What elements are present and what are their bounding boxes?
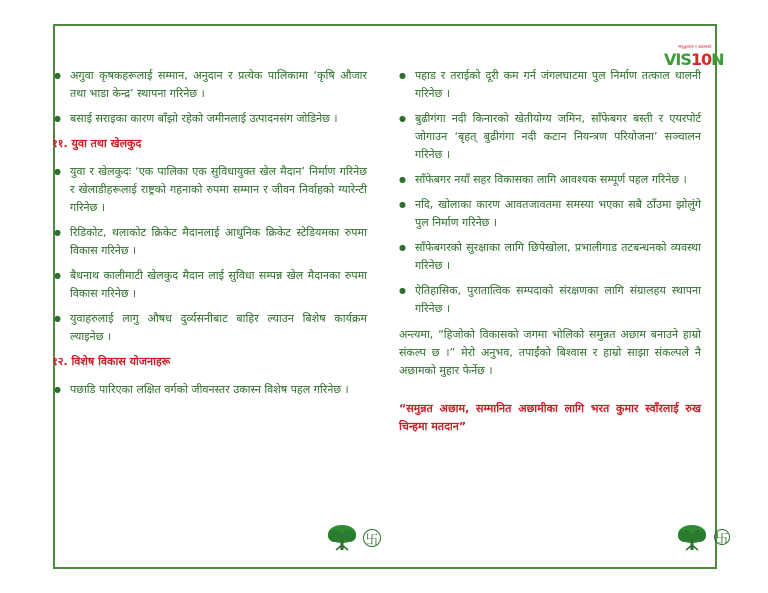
swastika-icon: 卐 bbox=[714, 529, 730, 545]
bullet-list-top bbox=[54, 67, 367, 128]
logo-tagline: समृद्धशाला र अछामको bbox=[678, 44, 712, 49]
section-heading-12: १२. विशेष विकास योजनाहरू bbox=[52, 355, 171, 368]
left-column bbox=[54, 67, 367, 406]
list-item: ● बुढीगंगा नदी किनारको खेतीयोग्य जमिन, साँफेबगर बस्ती र एयरपोर्ट जोगाउन ‘बृहत् बुढीगंगा नदी कटान नियन्त्रण परियोजना’ सञ्चालन गरिनेछ । bbox=[399, 110, 701, 164]
list-item: ● रिडिकोट, थलाकोट क्रिकेट मैदानलाई आधुनिक क्रिकेट स्टेडियमका रुपमा विकास गरिनेछ । bbox=[54, 224, 367, 260]
list-item: ● अगुवा कृषकहरूलाई सम्मान, अनुदान र प्रत्येक पालिकामा ‘कृषि औजार तथा भाडा केन्द्र’ स्थापना गरिनेछ । bbox=[54, 67, 367, 103]
list-item: ● पछाडि पारिएका लक्षित वर्गको जीवनस्तर उकास्न विशेष पहल गरिनेछ । bbox=[54, 381, 367, 399]
list-item: ● ऐतिहासिक, पुरातात्विक सम्पदाको संरक्षणका लागि संग्रालहय स्थापना गरिनेछ । bbox=[399, 282, 701, 318]
list-item: ● साँफेबगरको सुरक्षाका लागि छिपेखोला, प्रभालीगाड तटबन्धनको व्यवस्था गरिनेछ । bbox=[399, 239, 701, 275]
logo-text: VIS10N bbox=[664, 50, 724, 69]
bullet-list-12 bbox=[54, 381, 367, 399]
tree-icon bbox=[326, 523, 358, 553]
list-item: ● बैधनाथ कालीमाटी खेलकुद मैदान लाई सुविधा सम्पन्न खेल मैदानका रुपमा विकास गरिनेछ । bbox=[54, 267, 367, 303]
swastika-icon: 卐 bbox=[363, 529, 381, 547]
list-item: ● साँफेबगर नयाँ सहर विकासका लागि आवश्यक सम्पूर्ण पहल गरिनेछ । bbox=[399, 171, 701, 189]
list-item: ● नदि, खोलाका कारण आवतजावतमा समस्या भएका सबै ठाँउमा झोलुंगे पुल निर्माण गरिनेछ । bbox=[399, 196, 701, 232]
bullet-list-11 bbox=[54, 163, 367, 346]
bullet-list-right bbox=[399, 67, 701, 318]
right-column bbox=[399, 67, 701, 436]
list-item: ● बसाई सराइका कारण बाँझो रहेको जमीनलाई उत्पादनसंग जोडिनेछ । bbox=[54, 110, 367, 128]
campaign-slogan: “समुन्नत अछाम, सम्मानित अछामीका लागि भरत कुमार स्वाँरलाई रुख चिन्हमा मतदान” bbox=[399, 402, 701, 433]
list-item: ● युवाहरुलाई लागु औषध दुर्व्यसनीबाट बाहिर ल्याउन बिशेष कार्यक्रम ल्याइनेछ । bbox=[54, 310, 367, 346]
list-item: ● युवा र खेलकुदः ‘एक पालिका एक सुविधायुक्त खेल मैदान’ निर्माण गरिनेछ र खेलाडीहरूलाई राष्ट्रको गहनाको रुपमा सम्मान र जीवन निर्वाहको ग्यारेन्टी गरिनेछ । bbox=[54, 163, 367, 217]
tree-icon bbox=[676, 523, 708, 553]
section-heading-11: ११. युवा तथा खेलकुद bbox=[52, 137, 142, 150]
list-item: ● पहाड र तराईको दूरी कम गर्न जंगलघाटमा पुल निर्माण तत्काल थालनी गरिनेछ । bbox=[399, 67, 701, 103]
closing-paragraph: अन्त्यमा, “हिजोको विकासको जगमा भोलिको समुन्नत अछाम बनाउने हाम्रो संकल्प छ ।” मेरो अनुभव, तपाईंको बिश्वास र हाम्रो साझा संकल्पले नै अछामको मुहार फेर्नेछ । bbox=[399, 328, 701, 377]
